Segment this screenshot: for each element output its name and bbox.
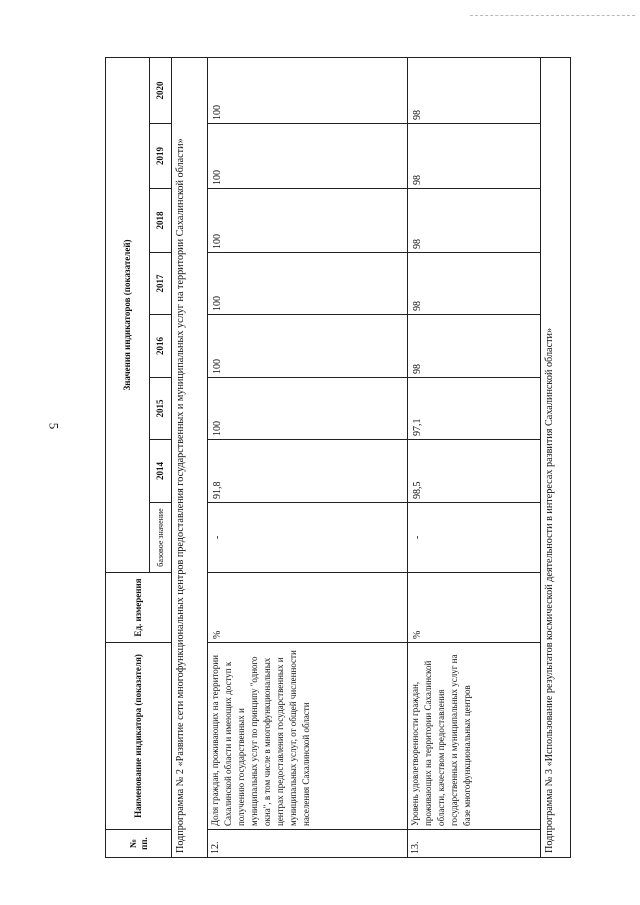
row-13-2018: 98 — [408, 189, 541, 253]
table-row — [208, 57, 408, 857]
row-12-2020: 100 — [208, 57, 408, 123]
header-year-2018: 2018 — [150, 189, 172, 253]
header-unit: Ед. измерения — [106, 573, 172, 643]
subprogram-2-row — [172, 57, 208, 857]
header-num: № пп. — [106, 830, 172, 858]
row-13-num: 13. — [408, 830, 541, 858]
row-13-name: Уровень удовлетворенности граждан, проживающих на территории Сахалинской области, качеством предоставления государственных и муниципальных услуг на базе многофункциональных центров — [408, 643, 541, 830]
subprogram-2-title: Подпрограмма № 2 «Развитие сети многофункциональных центров предоставления государственных и муниципальных услуг на территории Сахалинской области» — [172, 57, 208, 857]
row-12-num: 12. — [208, 830, 408, 858]
header-year-2016: 2016 — [150, 315, 172, 378]
header-name: Наименование индикатора (показателя) — [106, 643, 172, 830]
row-12-2019: 100 — [208, 124, 408, 189]
row-12-2017: 100 — [208, 253, 408, 315]
row-12-base: - — [208, 503, 408, 573]
scan-artifact-line — [470, 15, 635, 16]
header-year-2019: 2019 — [150, 124, 172, 189]
header-base: базовое значение — [150, 503, 172, 573]
row-13-unit: % — [408, 573, 541, 643]
row-13-2014: 98,5 — [408, 440, 541, 503]
header-values-group: Значения индикаторов (показателей) — [106, 57, 150, 572]
subprogram-3-row — [541, 57, 571, 857]
indicators-table — [105, 57, 571, 858]
header-row-1 — [106, 57, 150, 857]
row-13-2017: 98 — [408, 253, 541, 315]
row-13-2015: 97,1 — [408, 378, 541, 440]
row-12-2014: 91,8 — [208, 440, 408, 503]
row-12-2018: 100 — [208, 189, 408, 253]
row-12-2015: 100 — [208, 378, 408, 440]
page-number: 5 — [46, 422, 62, 430]
header-year-2015: 2015 — [150, 378, 172, 440]
row-13-2020: 98 — [408, 57, 541, 123]
header-year-2017: 2017 — [150, 253, 172, 315]
row-13-2019: 98 — [408, 124, 541, 189]
row-12-name: Доля граждан, проживающих на территории Сахалинской области и имеющих доступ к получению государственных и муниципальных услуг по принципу "одного окна", в том числе в многофункциональных центрах предоставления государственных и муниципальных услуг, от общей численности населения Сахалинской области — [208, 643, 408, 830]
row-13-2016: 98 — [408, 315, 541, 378]
header-year-2020: 2020 — [150, 57, 172, 123]
subprogram-3-title: Подпрограмма № 3 «Использование результатов космической деятельности в интересах развития Сахалинской области» — [541, 57, 571, 857]
row-12-unit: % — [208, 573, 408, 643]
rotated-page-content — [105, 58, 570, 858]
row-13-base: - — [408, 503, 541, 573]
table-row — [408, 57, 541, 857]
row-12-2016: 100 — [208, 315, 408, 378]
header-year-2014: 2014 — [150, 440, 172, 503]
